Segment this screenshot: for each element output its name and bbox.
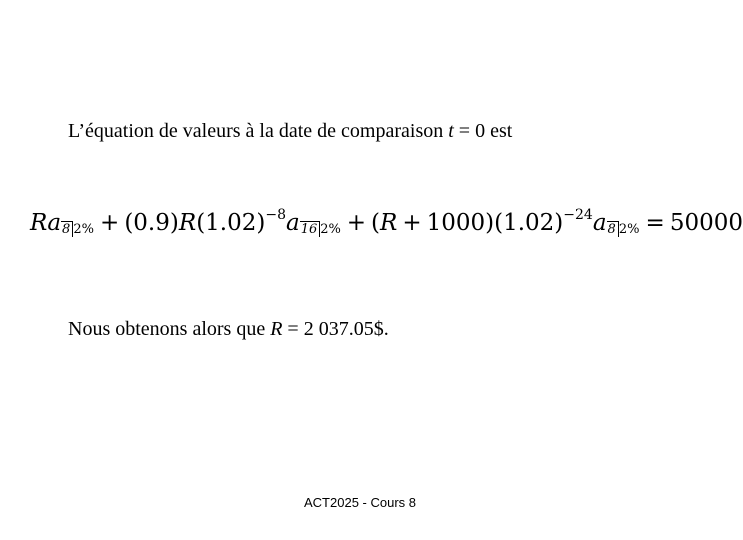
annuity-symbol-1: a	[47, 210, 62, 236]
annuity-term-1	[47, 210, 94, 237]
annuity-symbol-3: a	[592, 210, 607, 236]
annuity-rate-1: 2%	[73, 222, 94, 237]
annuity-n-3: 8	[607, 221, 619, 237]
result-variable-R: R	[270, 318, 283, 340]
intro-variable-t: t	[448, 120, 454, 142]
result-value: = 2 037.05$.	[282, 318, 389, 340]
annuity-rate-3: 2%	[618, 222, 640, 237]
eq-R-3: R	[379, 210, 398, 236]
result-line	[68, 318, 389, 341]
eq-discount-1: (1.02)	[196, 210, 266, 236]
eq-R-1: R	[30, 210, 48, 236]
annuity-n-1: 8	[61, 221, 73, 237]
eq-1000: 1000)	[426, 210, 495, 236]
eq-equals: =	[645, 210, 665, 236]
eq-open-paren: (	[371, 210, 380, 236]
eq-plus-3: +	[402, 210, 422, 236]
eq-rhs-50000: 50000	[669, 210, 743, 236]
annuity-term-3	[592, 210, 640, 237]
eq-discount-2: (1.02)	[494, 210, 564, 236]
intro-rest: = 0 est	[453, 120, 513, 142]
intro-text: L’équation de valeurs à la date de comparaison	[68, 120, 449, 142]
annuity-subscript-3	[607, 222, 640, 237]
annuity-rate-2: 2%	[320, 222, 341, 237]
eq-exponent-2: −24	[563, 207, 593, 223]
annuity-subscript-2	[300, 222, 341, 237]
annuity-n-2: 16	[300, 221, 321, 237]
annuity-symbol-2: a	[286, 210, 300, 236]
eq-factor-0-9: (0.9)	[124, 210, 179, 236]
eq-plus-2: +	[346, 210, 366, 236]
equation-of-values	[30, 207, 743, 260]
eq-plus-1: +	[100, 210, 120, 236]
annuity-term-2	[286, 210, 341, 237]
annuity-subscript-1	[61, 222, 94, 237]
slide-footer: ACT2025 - Cours 8	[304, 495, 416, 510]
eq-exponent-1: −8	[265, 207, 286, 223]
eq-R-2: R	[178, 210, 197, 236]
result-text: Nous obtenons alors que	[68, 318, 271, 340]
intro-line	[68, 120, 512, 143]
